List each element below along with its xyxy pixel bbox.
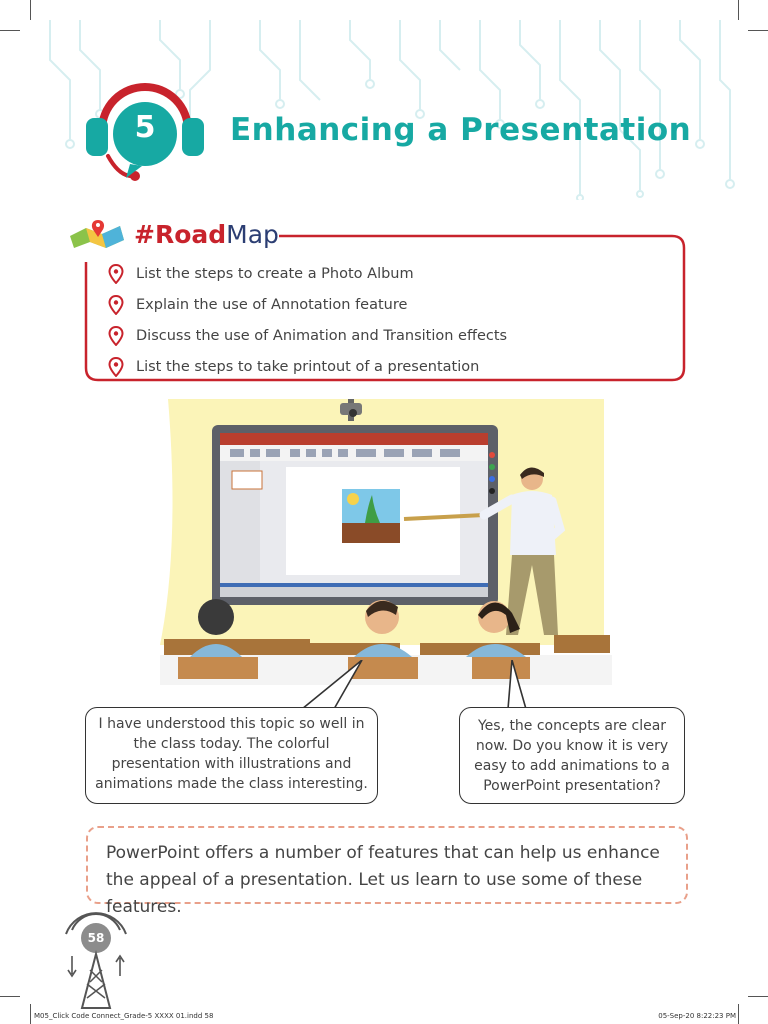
location-pin-icon <box>108 357 124 377</box>
roadmap-title: #RoadMap <box>134 220 279 249</box>
crop-mark <box>0 996 20 997</box>
location-pin-icon <box>108 264 124 284</box>
crop-mark <box>738 0 739 20</box>
chapter-number: 5 <box>134 110 156 145</box>
crop-mark <box>748 30 768 31</box>
page-number-tower-icon <box>58 910 134 1010</box>
speech-bubble-left: I have understood this topic so well in the class today. The colorful presentation with illustrations and animations made the class interesting. <box>85 707 378 804</box>
speech-bubble-right: Yes, the concepts are clear now. Do you know it is very easy to add animations to a PowerPoint presentation? <box>459 707 685 804</box>
roadmap-list <box>108 258 668 382</box>
roadmap-item: List the steps to take printout of a presentation <box>108 351 668 382</box>
crop-mark <box>748 996 768 997</box>
roadmap-item: Explain the use of Annotation feature <box>108 289 668 320</box>
location-pin-icon <box>108 295 124 315</box>
intro-text-box: PowerPoint offers a number of features that can help us enhance the appeal of a presentation. Let us learn to use some of these features. <box>86 826 688 904</box>
chapter-title: Enhancing a Presentation <box>230 112 692 148</box>
classroom-illustration <box>160 395 612 685</box>
footer-file-info: M05_Click Code Connect_Grade-5 XXXX 01.indd 58 <box>34 1012 214 1020</box>
location-pin-icon <box>108 326 124 346</box>
footer-timestamp: 05-Sep-20 8:22:23 PM <box>658 1012 736 1020</box>
roadmap-item: List the steps to create a Photo Album <box>108 258 668 289</box>
crop-mark <box>0 30 20 31</box>
roadmap-item: Discuss the use of Animation and Transition effects <box>108 320 668 351</box>
crop-mark <box>30 0 31 20</box>
page-number: 58 <box>87 931 105 945</box>
crop-mark <box>738 1004 739 1024</box>
crop-mark <box>30 1004 31 1024</box>
